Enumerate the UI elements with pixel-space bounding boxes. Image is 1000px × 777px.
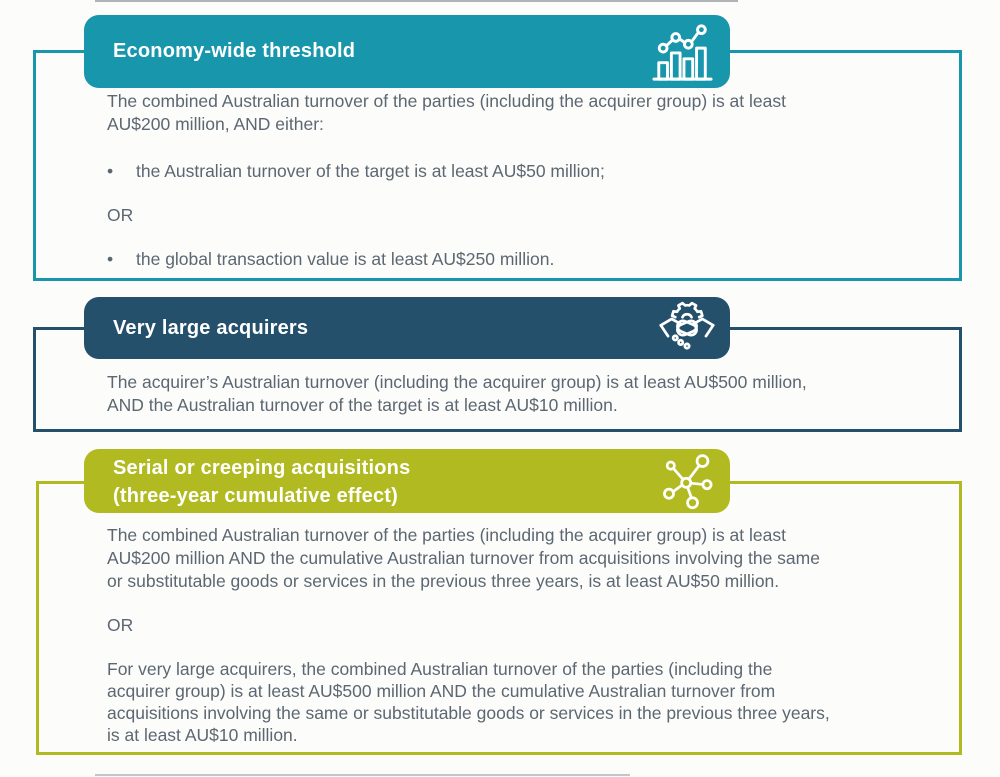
body-line: AU$200 million AND the cumulative Australian turnover from acquisitions involving the same <box>107 548 820 568</box>
bullet-icon: • <box>107 161 114 181</box>
body-line: The acquirer’s Australian turnover (including the acquirer group) is at least AU$500 million, <box>107 372 807 392</box>
very-large-acquirers-body <box>107 371 807 438</box>
body-line: AU$200 million, AND either: <box>107 114 324 134</box>
economy-wide-threshold-body <box>107 90 786 292</box>
section-title-line2: (three-year cumulative effect) <box>113 485 398 507</box>
section-title: Very large acquirers <box>113 317 309 339</box>
bullet-icon: • <box>107 249 114 269</box>
handshake-gear-icon <box>656 300 718 356</box>
body-line: acquisitions involving the same or substitutable goods or services in the previous three years, <box>107 703 830 723</box>
body-line: For very large acquirers, the combined Australian turnover of the parties (including the <box>107 659 773 679</box>
body-line: acquirer group) is at least AU$500 million AND the cumulative Australian turnover from <box>107 681 776 701</box>
bullet-item <box>107 248 786 271</box>
body-line: The combined Australian turnover of the parties (including the acquirer group) is at least <box>107 525 786 545</box>
bar-chart-trend-icon <box>648 21 718 83</box>
section-title: Economy-wide threshold <box>113 40 356 62</box>
slide-edge-top <box>95 0 738 2</box>
economy-wide-threshold-header <box>84 15 730 88</box>
slide-edge-bottom <box>95 774 630 776</box>
body-line: is at least AU$10 million. <box>107 725 298 745</box>
serial-acquisitions-header <box>84 449 730 513</box>
or-label: OR <box>107 205 134 225</box>
body-line: AND the Australian turnover of the target is at least AU$10 million. <box>107 395 618 415</box>
bullet-text: the global transaction value is at least AU$250 million. <box>136 249 555 269</box>
bullet-item <box>107 160 786 183</box>
body-line: or substitutable goods or services in the previous three years, is at least AU$50 million. <box>107 571 780 591</box>
very-large-acquirers-header <box>84 297 730 359</box>
serial-acquisitions-body <box>107 524 830 767</box>
body-line: The combined Australian turnover of the parties (including the acquirer group) is at least <box>107 91 786 111</box>
or-label: OR <box>107 615 134 635</box>
section-title-line1: Serial or creeping acquisitions <box>113 457 411 479</box>
network-nodes-icon <box>658 452 718 510</box>
bullet-text: the Australian turnover of the target is at least AU$50 million; <box>136 161 605 181</box>
